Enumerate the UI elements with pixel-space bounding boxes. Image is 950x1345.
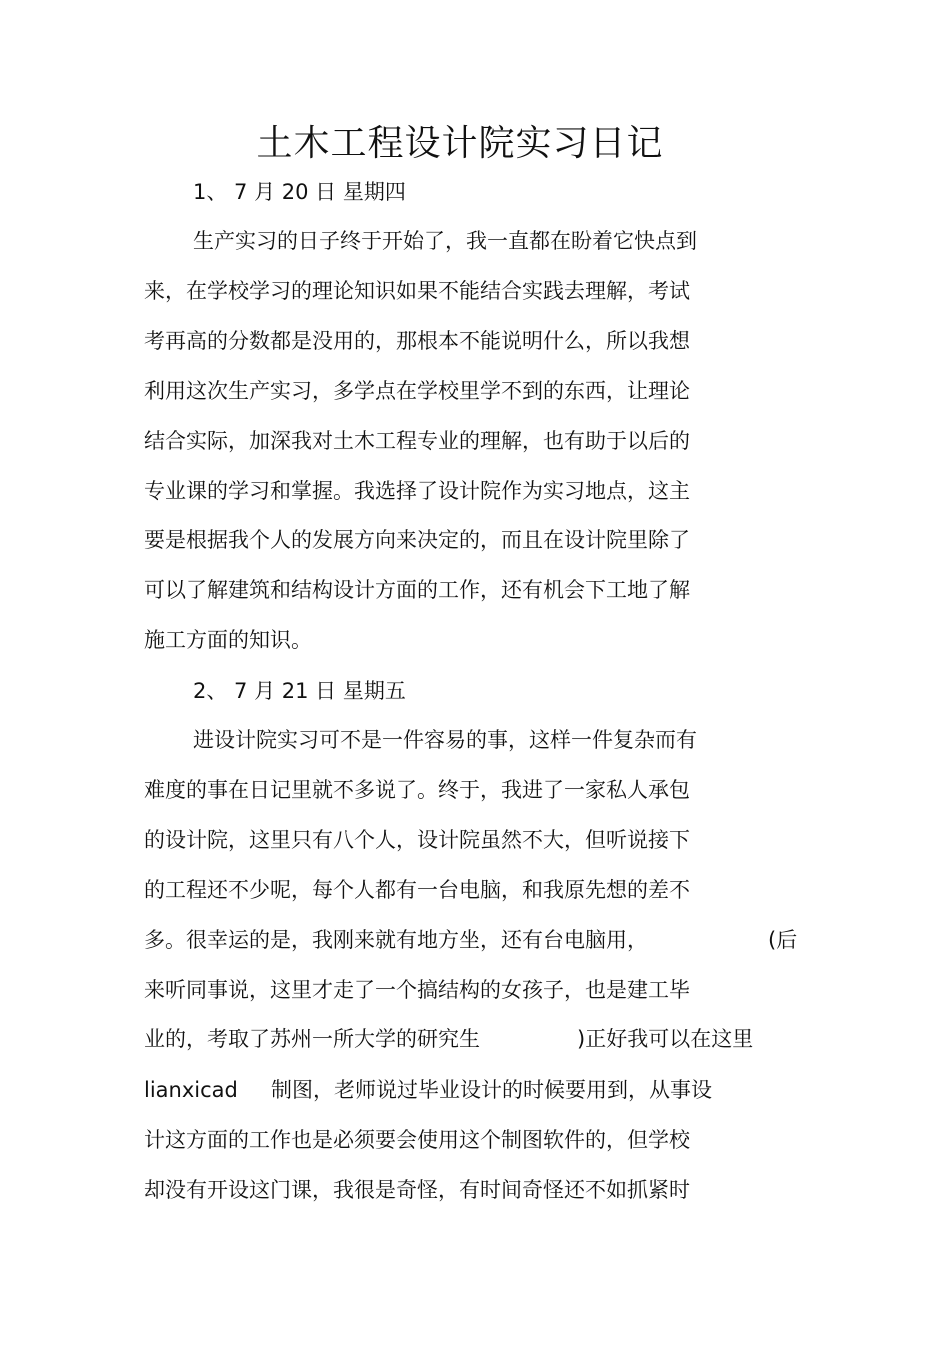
paragraph-line: 却没有开设这门课，我很是奇怪，有时间奇怪还不如抓紧时 [144,1178,690,1202]
paragraph-line-fragment: lianxicad [144,1078,238,1102]
paragraph-line-fragment: (后 [768,928,798,952]
paragraph-line: 可以了解建筑和结构设计方面的工作，还有机会下工地了解 [144,578,690,602]
paragraph-line: 业的，考取了苏州一所大学的研究生 [144,1027,480,1051]
paragraph-line: 专业课的学习和掌握。我选择了设计院作为实习地点，这主 [144,479,690,503]
document-title: 土木工程设计院实习日记 [256,123,664,164]
paragraph-line: 来听同事说，这里才走了一个搞结构的女孩子，也是建工毕 [144,978,690,1002]
paragraph-line: 制图，老师说过毕业设计的时候要用到，从事设 [271,1078,712,1102]
paragraph-line: 的设计院，这里只有八个人，设计院虽然不大，但听说接下 [144,828,690,852]
paragraph-line: 利用这次生产实习，多学点在学校里学不到的东西，让理论 [144,379,690,403]
paragraph-line: 生产实习的日子终于开始了，我一直都在盼着它快点到 [193,229,697,253]
paragraph-line: 来，在学校学习的理论知识如果不能结合实践去理解，考试 [144,279,690,303]
paragraph-line: 结合实际，加深我对土木工程专业的理解，也有助于以后的 [144,429,690,453]
paragraph-line: 计这方面的工作也是必须要会使用这个制图软件的，但学校 [144,1128,690,1152]
entry-heading: 2、 7 月 21 日 星期五 [193,679,406,703]
paragraph-line: 多。很幸运的是，我刚来就有地方坐，还有台电脑用， [144,928,648,952]
paragraph-line: 难度的事在日记里就不多说了。终于，我进了一家私人承包 [144,778,690,802]
paragraph-line-fragment: )正好我可以在这里 [577,1027,754,1051]
paragraph-line: 要是根据我个人的发展方向来决定的，而且在设计院里除了 [144,528,690,552]
paragraph-line: 考再高的分数都是没用的，那根本不能说明什么，所以我想 [144,329,690,353]
entry-heading: 1、 7 月 20 日 星期四 [193,180,406,204]
paragraph-line: 的工程还不少呢，每个人都有一台电脑，和我原先想的差不 [144,878,690,902]
paragraph-line: 进设计院实习可不是一件容易的事，这样一件复杂而有 [193,728,697,752]
paragraph-line: 施工方面的知识。 [144,628,312,652]
